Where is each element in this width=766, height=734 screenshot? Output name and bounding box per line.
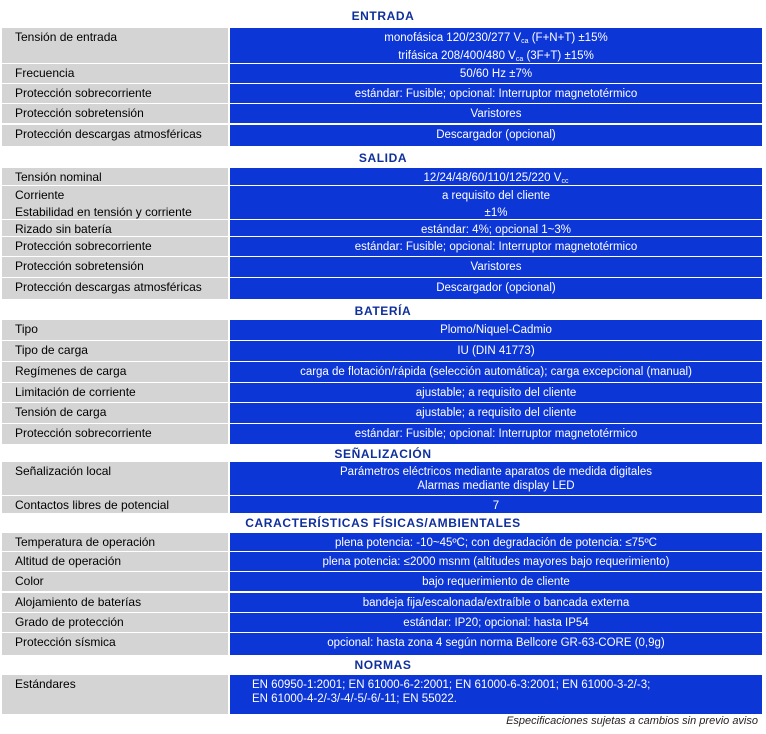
spec-label: Contactos libres de potencial — [2, 496, 228, 514]
spec-value-line — [230, 406, 762, 420]
spec-value-line — [230, 616, 762, 630]
spec-value — [230, 496, 762, 514]
spec-label: Altitud de operación — [2, 552, 228, 572]
spec-value-text: Descargador (opcional) — [436, 282, 556, 294]
spec-value-text: EN 60950-1:2001; EN 61000-6-2:2001; EN 61000-6-3:2001; EN 61000-3-2/-3; — [252, 679, 651, 691]
spec-value-line — [230, 31, 762, 49]
spec-value — [230, 64, 762, 84]
spec-label: Tipo — [2, 320, 228, 341]
spec-label: Frecuencia — [2, 64, 228, 84]
spec-value — [230, 278, 762, 300]
spec-label: Corriente — [2, 186, 228, 204]
spec-value — [230, 633, 762, 656]
spec-value-text: estándar: Fusible; opcional: Interruptor magnetotérmico — [354, 428, 638, 440]
spec-value — [230, 593, 762, 613]
spec-value-text: estándar: Fusible; opcional: Interruptor magnetotérmico — [354, 88, 638, 100]
spec-value — [230, 320, 762, 341]
spec-value — [230, 203, 762, 220]
spec-value-text: estándar: 4%; opcional 1~3% — [421, 224, 571, 236]
spec-value — [230, 362, 762, 383]
spec-value — [230, 675, 762, 715]
spec-label: Señalización local — [2, 462, 228, 496]
section-header: BATERÍA — [354, 304, 412, 318]
spec-label: Temperatura de operación — [2, 533, 228, 552]
spec-value-line — [230, 189, 762, 203]
spec-value-text: opcional: hasta zona 4 según norma Bellcore GR-63-CORE (0,9g) — [327, 637, 665, 649]
spec-label: Grado de protección — [2, 613, 228, 633]
unit-subscript: ca — [515, 56, 524, 63]
spec-value-line — [230, 281, 762, 295]
spec-label: Regímenes de carga — [2, 362, 228, 383]
spec-value — [230, 125, 762, 147]
spec-label: Rizado sin batería — [2, 220, 228, 237]
spec-value-text: 50/60 Hz ±7% — [459, 68, 533, 80]
spec-value — [230, 237, 762, 257]
spec-label: Estándares — [2, 675, 228, 715]
spec-value-text: bandeja fija/escalonada/extraíble o bancada externa — [362, 597, 630, 609]
spec-value-text: Parámetros eléctricos mediante aparatos de medida digitales — [340, 466, 652, 478]
footer-note: Especificaciones sujetas a cambios sin previo aviso — [506, 715, 758, 727]
spec-value — [230, 186, 762, 204]
spec-label: Tensión de entrada — [2, 28, 228, 64]
spec-value — [230, 533, 762, 552]
spec-value-suffix: (F+N+T) ±15% — [528, 32, 608, 44]
spec-value-line — [230, 386, 762, 400]
spec-value — [230, 462, 762, 496]
spec-value-line — [230, 596, 762, 610]
spec-value-line — [230, 636, 762, 650]
spec-value-text: Plomo/Niquel-Cadmio — [440, 324, 552, 336]
spec-value-text: ±1% — [484, 207, 508, 219]
spec-label: Protección sobretensión — [2, 257, 228, 278]
spec-label: Protección sobrecorriente — [2, 424, 228, 445]
spec-label: Protección sobretensión — [2, 104, 228, 124]
spec-value-text: estándar: Fusible; opcional: Interruptor magnetotérmico — [354, 241, 638, 253]
spec-value-text: estándar: IP20; opcional: hasta IP54 — [403, 617, 589, 629]
spec-value-line — [230, 323, 762, 337]
section-header: CARACTERÍSTICAS FÍSICAS/AMBIENTALES — [245, 516, 521, 530]
spec-value-text: Alarmas mediante display LED — [417, 480, 575, 492]
spec-value-text: ajustable; a requisito del cliente — [415, 387, 577, 399]
spec-value — [230, 572, 762, 592]
spec-value-text: plena potencia: ≤2000 msnm (altitudes mayores bajo requerimiento) — [322, 556, 670, 568]
spec-label: Protección descargas atmosféricas — [2, 278, 228, 300]
spec-label: Limitación de corriente — [2, 383, 228, 403]
spec-value-line — [230, 427, 762, 441]
spec-value — [230, 168, 762, 186]
spec-value — [230, 257, 762, 278]
spec-label: Color — [2, 572, 228, 592]
spec-value-line — [230, 260, 762, 274]
spec-value-line — [230, 479, 762, 493]
spec-value-text: trifásica 208/400/480 V — [398, 50, 516, 62]
spec-label: Protección sobrecorriente — [2, 237, 228, 257]
spec-value-line — [230, 555, 762, 569]
spec-value-line — [230, 344, 762, 358]
spec-value-line — [230, 240, 762, 254]
spec-value-line — [230, 465, 762, 479]
unit-subscript: ca — [521, 38, 529, 45]
spec-value-line — [230, 87, 762, 101]
spec-value-text: Varistores — [470, 261, 522, 273]
spec-label: Tensión de carga — [2, 403, 228, 424]
spec-value-text: carga de flotación/rápida (selección automática); carga excepcional (manual) — [300, 366, 692, 378]
spec-value-text: bajo requerimiento de cliente — [422, 576, 570, 588]
spec-value-line — [230, 128, 762, 142]
spec-value-line — [230, 223, 762, 237]
spec-value — [230, 341, 762, 362]
spec-value — [230, 383, 762, 403]
unit-subscript: cc — [561, 178, 569, 185]
spec-value — [230, 403, 762, 424]
spec-value — [230, 613, 762, 633]
spec-value-text: IU (DIN 41773) — [457, 345, 535, 357]
spec-value — [230, 28, 762, 64]
spec-label: Protección descargas atmosféricas — [2, 125, 228, 147]
spec-value-line — [230, 575, 762, 589]
spec-label: Protección sobrecorriente — [2, 84, 228, 104]
spec-value-text: plena potencia: -10~45ºC; con degradación de potencia: ≤75ºC — [335, 537, 657, 549]
spec-value-text: ajustable; a requisito del cliente — [415, 407, 577, 419]
spec-value-text: Varistores — [470, 108, 522, 120]
spec-value-text: 12/24/48/60/110/125/220 V — [423, 172, 562, 184]
spec-value-line — [252, 692, 762, 706]
spec-label: Tipo de carga — [2, 341, 228, 362]
spec-value-line — [230, 206, 762, 220]
section-header: SEÑALIZACIÓN — [334, 447, 432, 461]
spec-label: Estabilidad en tensión y corriente — [2, 203, 228, 220]
spec-value — [230, 84, 762, 104]
spec-value-text: 7 — [492, 500, 500, 512]
spec-value-text: monofásica 120/230/277 V — [384, 32, 522, 44]
section-header: ENTRADA — [351, 9, 415, 23]
section-header: SALIDA — [358, 151, 408, 165]
spec-value-suffix: (3F+T) ±15% — [523, 50, 594, 62]
spec-value-line — [230, 499, 762, 513]
spec-label: Tensión nominal — [2, 168, 228, 186]
spec-value-text: a requisito del cliente — [441, 190, 551, 202]
spec-value-line — [230, 67, 762, 81]
spec-value — [230, 552, 762, 572]
spec-value-line — [230, 536, 762, 550]
spec-value-text: EN 61000-4-2/-3/-4/-5/-6/-11; EN 55022. — [252, 693, 457, 705]
spec-value — [230, 424, 762, 445]
spec-value-line — [230, 365, 762, 379]
spec-label: Protección sísmica — [2, 633, 228, 656]
spec-value — [230, 220, 762, 237]
section-header: NORMAS — [354, 658, 412, 672]
spec-value-text: Descargador (opcional) — [436, 129, 556, 141]
spec-value — [230, 104, 762, 124]
spec-label: Alojamiento de baterías — [2, 593, 228, 613]
spec-value-line — [230, 107, 762, 121]
spec-value-line — [252, 678, 762, 692]
